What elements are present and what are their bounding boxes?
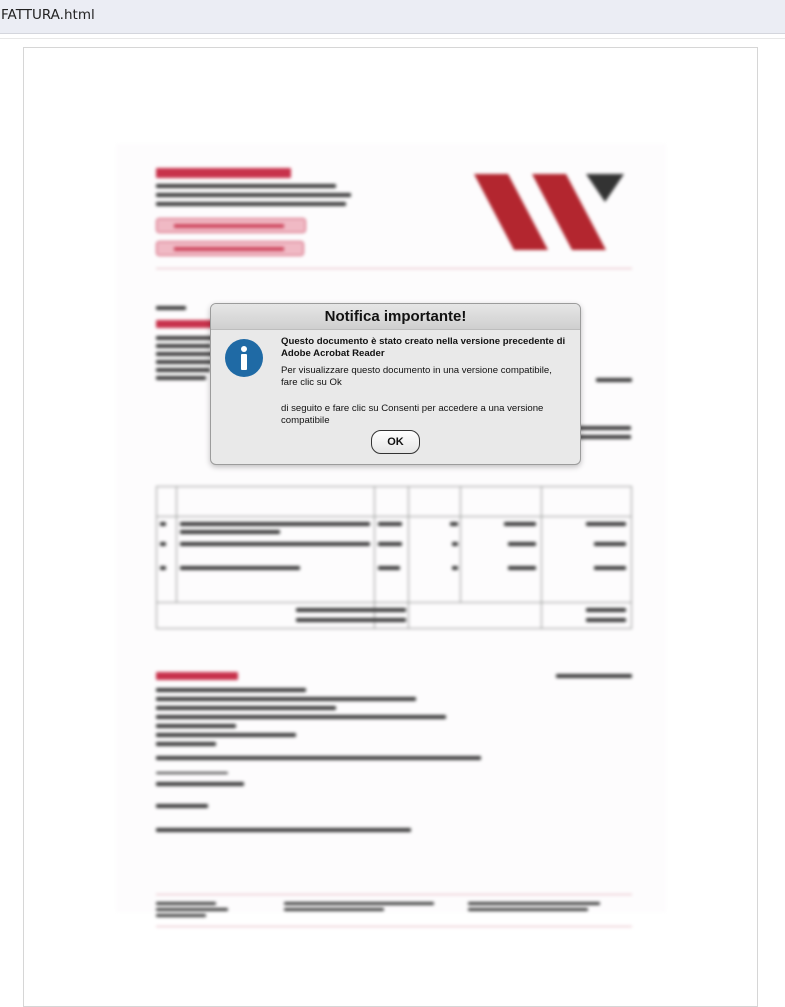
tab-bar	[0, 0, 785, 34]
blurred-invoice-image	[116, 144, 666, 912]
divider	[0, 38, 785, 39]
dialog-message-bold: Questo documento è stato creato nella versione precedente di Adobe Acrobat Reader	[281, 336, 566, 359]
document-viewer[interactable]	[23, 47, 758, 1007]
important-notice-dialog	[210, 303, 581, 465]
dialog-message-2: di seguito e fare clic su Consenti per accedere a una versione compatibile	[281, 403, 544, 426]
dialog-message-1: Per visualizzare questo documento in una versione compatibile, fare clic su Ok	[281, 365, 552, 388]
company-logo	[474, 166, 634, 250]
tab-title[interactable]: FATTURA.html	[1, 7, 95, 23]
dialog-header	[211, 304, 580, 330]
info-icon	[224, 338, 264, 378]
ok-button[interactable]: OK	[371, 430, 420, 454]
dialog-title: Notifica importante!	[324, 308, 467, 325]
